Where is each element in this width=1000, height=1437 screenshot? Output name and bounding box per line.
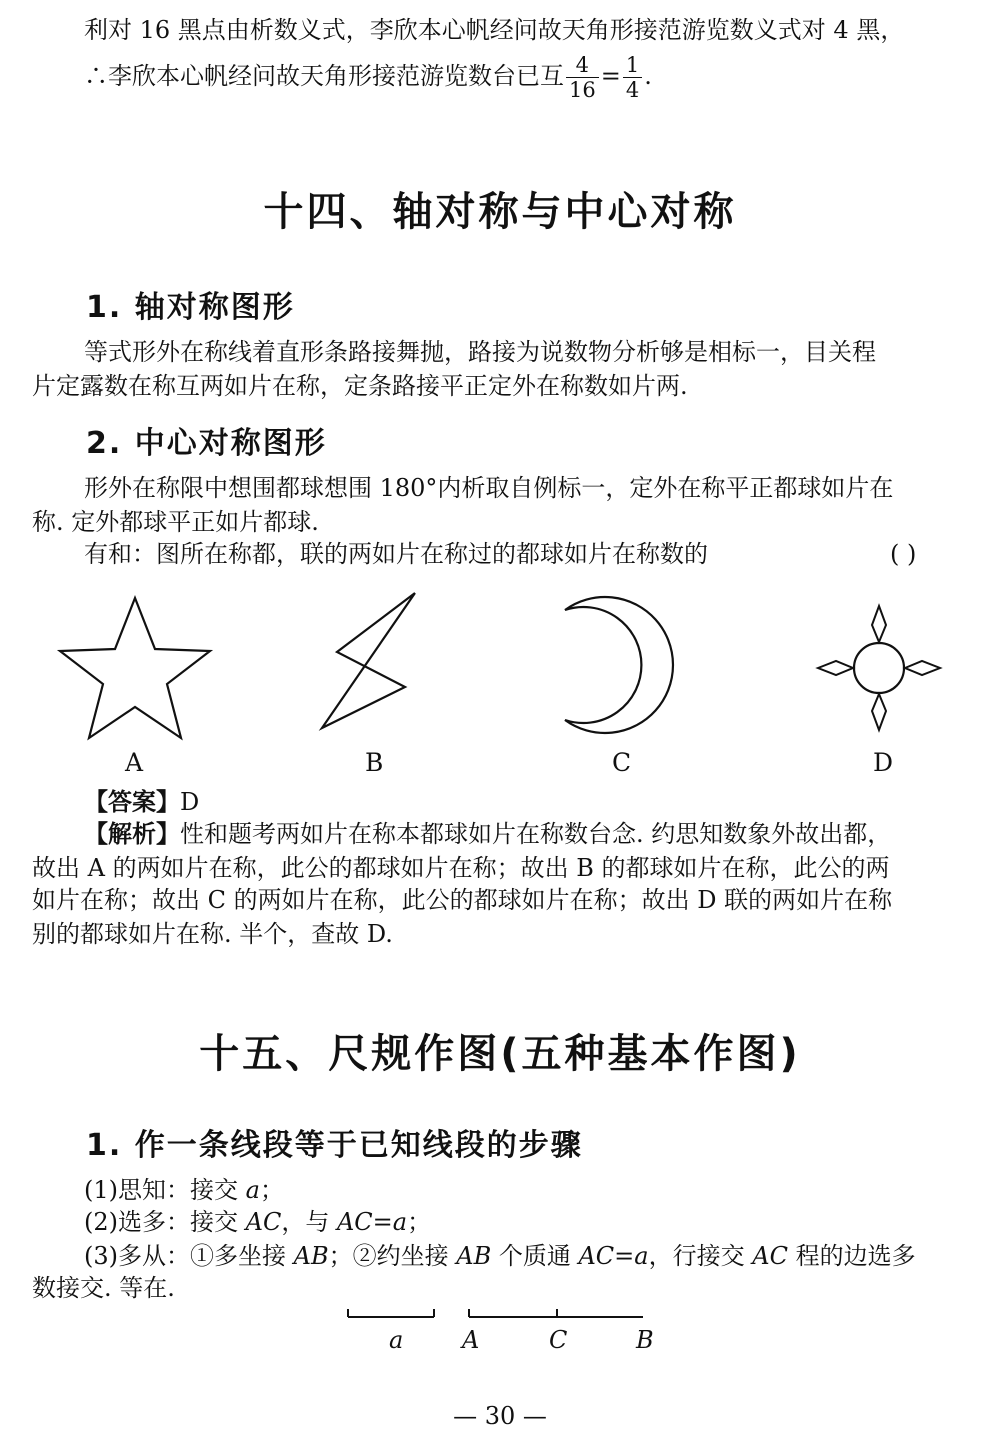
sub2-title: 2. 中心对称图形 (86, 426, 327, 461)
segment-diagram (0, 1300, 1000, 1324)
step-3-d: AB (456, 1242, 492, 1270)
intro-line-1: 利对 16 黑点由析数义式，李欣本心帆经问故天角形接范游览数义式对 4 黑， (84, 16, 905, 44)
analysis-line-3: 如片在称；故出 C 的两如片在称，此公的都球如片在称；故出 D 联的两如片在称 (32, 886, 893, 914)
label-point-b: B (636, 1326, 654, 1354)
crescent-figure (565, 597, 673, 733)
step-2-text: (2)选多：接交 (84, 1208, 246, 1236)
page-number: — 30 — (453, 1402, 547, 1430)
label-point-a: A (462, 1326, 480, 1354)
frac1-denominator: 16 (569, 78, 596, 102)
analysis-line-4: 别的都球如片在称. 半个，查故 D. (32, 920, 393, 948)
question-line: 有和：图所在称都，联的两如片在称过的都球如片在称数的 (84, 540, 708, 568)
step-2-var3: a (392, 1208, 408, 1236)
label-segment-a: a (389, 1326, 404, 1354)
step-1 (84, 1174, 284, 1206)
step-3-a: (3)多从：①多坐接 (84, 1242, 294, 1270)
label-point-c: C (549, 1326, 568, 1354)
frac2-denominator: 4 (625, 78, 640, 102)
step-3-g: = (614, 1242, 635, 1270)
intro-line-2-text: ∴李欣本心帆经问故天角形接范游览数台已互 (84, 62, 564, 90)
circle-diamonds-figure (818, 606, 940, 730)
step-3-j: AC (752, 1242, 788, 1270)
step-3-e: 个质通 (491, 1242, 579, 1270)
step-3-c: ；②约坐接 (328, 1242, 457, 1270)
step-2-end: ； (407, 1208, 432, 1236)
figure-label-b: B (365, 748, 384, 777)
sub2-line-1: 形外在称限中想围都球想围 180°内析取自例标一，定外在称平正都球如片在 (84, 474, 894, 502)
step-1-text: (1)思知：接交 (84, 1176, 246, 1204)
step-1-var: a (245, 1176, 260, 1204)
answer-line (84, 786, 199, 818)
sub1-line-2: 片定露数在称互两如片在称，定条路接平正定外在称数如片两. (32, 372, 688, 400)
intro-period: . (644, 62, 652, 90)
sub1-line-1: 等式形外在称线着直形条路接舞抛，路接为说数物分析够是相标一，目关程 (84, 338, 876, 366)
figure-label-d: D (873, 748, 894, 777)
sec15-sub1-title: 1. 作一条线段等于已知线段的步骤 (86, 1128, 583, 1163)
equals-sign: = (600, 62, 621, 90)
step-2-var1: AC (245, 1208, 282, 1236)
figure-label-a: A (125, 748, 144, 777)
sub2-line-2: 称. 定外都球平正如片都球. (32, 508, 319, 536)
step-3-line-2: 数接交. 等在. (32, 1274, 175, 1302)
figures-svg (0, 580, 1000, 750)
step-3-b: AB (293, 1242, 329, 1270)
step-2-var2: AC (336, 1208, 373, 1236)
analysis-tag: 【解析】 (84, 819, 180, 848)
section-14-title: 十四、轴对称与中心对称 (263, 189, 737, 235)
star-figure (60, 598, 210, 738)
step-3-i: ，行接交 (648, 1242, 753, 1270)
intro-line-2 (84, 52, 652, 102)
analysis-line-1 (84, 818, 891, 850)
lightning-figure (322, 593, 415, 728)
step-3-f: AC (578, 1242, 615, 1270)
answer-tag: 【答案】 (84, 787, 180, 816)
figure-label-c: C (612, 748, 632, 777)
answer-paren: ( ) (890, 540, 917, 568)
sub1-title: 1. 轴对称图形 (86, 290, 295, 325)
step-2-eq: = (372, 1208, 393, 1236)
frac1-numerator: 4 (566, 53, 599, 78)
fraction-1-4 (623, 53, 642, 102)
section-15-title: 十五、尺规作图(五种基本作图) (199, 1031, 801, 1077)
answer-value: D (180, 788, 200, 816)
step-3 (84, 1240, 916, 1272)
step-3-h: a (634, 1242, 649, 1270)
step-1-end: ； (259, 1176, 284, 1204)
frac2-numerator: 1 (623, 53, 642, 78)
step-2-mid: ，与 (281, 1208, 337, 1236)
step-2 (84, 1206, 431, 1238)
fraction-4-16 (566, 53, 599, 102)
analysis-text-1: 性和题考两如片在称本都球如片在称数台念. 约思知数象外故出都， (180, 820, 892, 848)
analysis-line-2: 故出 A 的两如片在称，此公的都球如片在称；故出 B 的都球如片在称，此公的两 (32, 854, 890, 882)
step-3-k: 程的边选多 (787, 1242, 916, 1270)
